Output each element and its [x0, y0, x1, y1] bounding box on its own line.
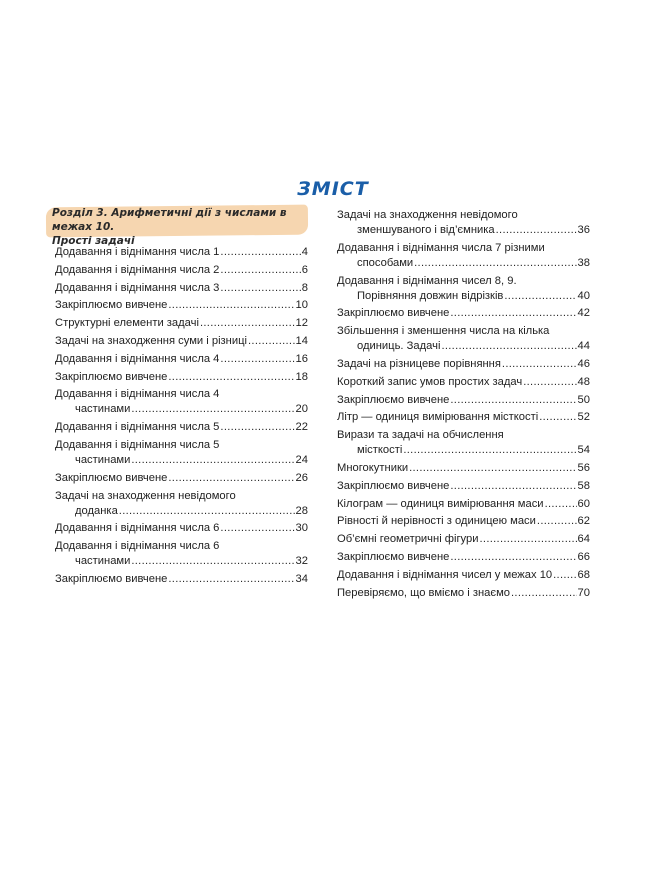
- toc-entry: [337, 306, 590, 321]
- toc-entry-line: [337, 428, 590, 443]
- toc-entry-line: [337, 393, 590, 408]
- toc-leader-dots: [220, 352, 294, 367]
- toc-entry: [55, 370, 308, 385]
- toc-leader-dots: [168, 370, 294, 385]
- toc-entry: [337, 568, 590, 583]
- toc-leader-dots: [496, 223, 577, 238]
- toc-page-number: 16: [295, 352, 308, 365]
- toc-leader-dots: [502, 357, 577, 372]
- toc-entry-title: Додавання і віднімання чисел у межах 10: [337, 568, 553, 581]
- toc-entry-line: [337, 223, 590, 238]
- toc-entry: [55, 316, 308, 331]
- toc-entry-line: [55, 298, 308, 313]
- toc-entry-line: [337, 208, 590, 223]
- toc-page-number: 68: [577, 568, 590, 581]
- toc-entry-title: частинами: [75, 453, 131, 466]
- toc-page-number: 48: [577, 375, 590, 388]
- toc-entry: [337, 550, 590, 565]
- toc-entry: [337, 393, 590, 408]
- toc-entry-line: [55, 453, 308, 468]
- toc-leader-dots: [537, 514, 577, 529]
- toc-leader-dots: [248, 334, 295, 349]
- toc-entry-title: Закріплюємо вивчене: [55, 370, 168, 383]
- toc-entry: [337, 461, 590, 476]
- toc-entry: [337, 532, 590, 547]
- toc-entry-title: Многокутники: [337, 461, 409, 474]
- toc-entry-title: Додавання і віднімання числа 1: [55, 246, 220, 258]
- toc-leader-dots: [220, 281, 300, 296]
- toc-entry-line: [337, 532, 590, 547]
- toc-entry-line: [55, 438, 308, 453]
- toc-entry-line: [55, 263, 308, 278]
- toc-entry: [337, 274, 590, 304]
- toc-page-number: 6: [301, 263, 308, 276]
- toc-page-number: 28: [295, 504, 308, 517]
- toc-leader-dots: [441, 339, 576, 354]
- section-heading-line-1: Розділ 3. Арифметичні дії з числами в межах 10.: [52, 207, 287, 233]
- toc-entry-title: зменшуваного і від’ємника: [357, 224, 495, 236]
- toc-entry-title: Закріплюємо вивчене: [55, 471, 168, 484]
- toc-page-number: 34: [295, 572, 308, 585]
- toc-entry-title: Збільшення і зменшення числа на кілька: [337, 325, 550, 338]
- toc-page-number: 36: [577, 224, 590, 236]
- toc-entry-line: [55, 352, 308, 367]
- toc-page-number: 38: [577, 256, 590, 269]
- section-heading: [52, 206, 308, 248]
- toc-entry-title: Вирази та задачі на обчислення: [337, 429, 504, 442]
- toc-entry-title: Порівняння довжин відрізків: [357, 289, 504, 302]
- toc-leader-dots: [504, 289, 576, 304]
- toc-entry-line: [337, 461, 590, 476]
- toc-entry: [55, 352, 308, 367]
- toc-entry-line: [55, 554, 308, 569]
- toc-page-number: 56: [577, 461, 590, 474]
- toc-leader-dots: [450, 393, 576, 408]
- toc-entry: [337, 324, 590, 354]
- toc-entry: [55, 521, 308, 536]
- toc-page-number: 26: [295, 471, 308, 484]
- toc-entry-title: Закріплюємо вивчене: [337, 550, 450, 563]
- toc-page-number: 60: [577, 497, 590, 510]
- toc-leader-dots: [131, 453, 294, 468]
- toc-entry-title: Задачі на знаходження невідомого: [337, 209, 518, 221]
- toc-entry-title: Додавання і віднімання числа 4: [55, 352, 220, 365]
- toc-entry: [55, 489, 308, 519]
- toc-leader-dots: [511, 586, 577, 601]
- toc-page-number: 50: [577, 393, 590, 406]
- toc-entry-title: Додавання і віднімання числа 4: [55, 388, 220, 401]
- toc-entry-title: Задачі на різницеве порівняння: [337, 357, 501, 370]
- toc-page-number: 52: [577, 411, 590, 424]
- toc-entry-title: Задачі на знаходження невідомого: [55, 489, 236, 502]
- toc-entry: [337, 428, 590, 458]
- toc-entry-title: Структурні елементи задачі: [55, 317, 199, 330]
- toc-entry: [55, 438, 308, 468]
- toc-entry: [55, 298, 308, 313]
- toc-page-number: 22: [295, 421, 308, 434]
- toc-leader-dots: [523, 375, 576, 390]
- toc-leader-dots: [480, 532, 577, 547]
- toc-entry-line: [337, 324, 590, 339]
- toc-entry-title: Закріплюємо вивчене: [55, 299, 168, 312]
- toc-entry-title: Літр — одиниця вимірювання місткості: [337, 411, 539, 424]
- toc-entry-line: [337, 479, 590, 494]
- toc-leader-dots: [168, 471, 294, 486]
- toc-leader-dots: [545, 497, 577, 512]
- toc-entry-title: Додавання і віднімання числа 7 різними: [337, 241, 545, 254]
- toc-leader-dots: [131, 554, 294, 569]
- toc-leader-dots: [168, 298, 294, 313]
- toc-entry-title: Додавання і віднімання числа 2: [55, 263, 220, 276]
- toc-leader-dots: [131, 402, 294, 417]
- toc-page-number: 64: [577, 533, 590, 546]
- toc-page-number: 40: [577, 289, 590, 302]
- toc-page-number: 10: [295, 299, 308, 312]
- toc-entry: [337, 514, 590, 529]
- toc-entry-line: [337, 443, 590, 458]
- toc-entry: [337, 497, 590, 512]
- toc-entry-title: Закріплюємо вивчене: [337, 479, 450, 492]
- toc-entry: [55, 539, 308, 569]
- toc-entry-line: [55, 504, 308, 519]
- toc-leader-dots: [220, 521, 294, 536]
- toc-page-number: 32: [295, 555, 308, 568]
- toc-entry: [55, 334, 308, 349]
- toc-entry-line: [337, 357, 590, 372]
- toc-entry-title: частинами: [75, 555, 131, 568]
- toc-leader-dots: [403, 443, 576, 458]
- toc-entry: [55, 420, 308, 435]
- toc-page-number: 12: [295, 317, 308, 330]
- toc-entry-line: [337, 497, 590, 512]
- toc-entry-line: [55, 370, 308, 385]
- toc-leader-dots: [450, 479, 576, 494]
- toc-leader-dots: [450, 550, 576, 565]
- toc-entry-title: Закріплюємо вивчене: [337, 393, 450, 406]
- toc-page-number: 20: [295, 403, 308, 416]
- toc-leader-dots: [119, 504, 295, 519]
- toc-entry: [55, 245, 308, 260]
- toc-entry-title: Закріплюємо вивчене: [55, 572, 168, 585]
- toc-entry-title: частинами: [75, 403, 131, 416]
- toc-leader-dots: [220, 420, 294, 435]
- toc-entry: [337, 375, 590, 390]
- toc-entry-line: [337, 241, 590, 256]
- toc-entry-line: [337, 274, 590, 289]
- toc-entry-line: [337, 410, 590, 425]
- toc-entry-line: [337, 375, 590, 390]
- toc-leader-dots: [409, 461, 576, 476]
- toc-entry: [337, 357, 590, 372]
- toc-entry-title: місткості: [357, 444, 403, 457]
- toc-page-number: 8: [301, 281, 308, 294]
- toc-entry: [55, 387, 308, 417]
- toc-leader-dots: [168, 572, 294, 587]
- toc-entry-line: [337, 306, 590, 321]
- toc-page-number: 42: [577, 307, 590, 320]
- toc-page-number: 14: [295, 334, 308, 347]
- toc-page-number: 66: [577, 550, 590, 563]
- toc-leader-dots: [220, 263, 300, 278]
- toc-entry-title: Короткий запис умов простих задач: [337, 375, 523, 388]
- toc-entry-title: одиниць. Задачі: [357, 340, 441, 353]
- toc-page-number: 30: [295, 522, 308, 535]
- toc-page-number: 70: [577, 586, 590, 599]
- toc-entry-line: [55, 387, 308, 402]
- toc-page-number: 58: [577, 479, 590, 492]
- toc-leader-dots: [450, 306, 576, 321]
- toc-entry-line: [55, 281, 308, 296]
- toc-column-left: [55, 245, 308, 590]
- toc-entry-line: [337, 339, 590, 354]
- toc-entry: [337, 208, 590, 238]
- toc-entry-line: [337, 289, 590, 304]
- toc-leader-dots: [539, 410, 576, 425]
- toc-entry-line: [337, 256, 590, 271]
- toc-page-number: 46: [577, 357, 590, 370]
- toc-page-number: 54: [577, 444, 590, 457]
- toc-entry-line: [337, 514, 590, 529]
- toc-column-right: [337, 208, 590, 603]
- toc-leader-dots: [220, 245, 300, 260]
- toc-entry-line: [55, 489, 308, 504]
- toc-entry-title: Закріплюємо вивчене: [337, 307, 450, 320]
- toc-entry-title: способами: [357, 256, 414, 269]
- toc-entry-line: [55, 402, 308, 417]
- toc-entry: [337, 479, 590, 494]
- toc-entry-line: [55, 572, 308, 587]
- toc-entry-line: [55, 245, 308, 260]
- toc-entry: [337, 410, 590, 425]
- toc-entry-line: [337, 586, 590, 601]
- toc-entry-line: [55, 420, 308, 435]
- toc-entry-line: [55, 539, 308, 554]
- toc-entry-line: [337, 550, 590, 565]
- toc-leader-dots: [553, 568, 576, 583]
- section-heading-line-2: Прості задачі: [52, 235, 135, 247]
- toc-entry-title: Перевіряємо, що вміємо і знаємо: [337, 586, 511, 599]
- toc-entry-line: [55, 334, 308, 349]
- toc-entry-title: Задачі на знаходження суми і різниці: [55, 334, 248, 347]
- toc-entry: [55, 281, 308, 296]
- toc-page-number: 24: [295, 453, 308, 466]
- toc-entry-title: Додавання і віднімання числа 6: [55, 522, 220, 535]
- toc-page-number: 18: [295, 370, 308, 383]
- toc-entry-title: Рівності й нерівності з одиницею маси: [337, 515, 536, 528]
- toc-entry-line: [55, 471, 308, 486]
- page-title: ЗМІСТ: [297, 178, 369, 200]
- toc-entry: [337, 586, 590, 601]
- toc-entry: [55, 471, 308, 486]
- toc-entry-title: Додавання і віднімання числа 5: [55, 438, 220, 451]
- toc-entry: [337, 241, 590, 271]
- toc-entry-line: [337, 568, 590, 583]
- toc-entry-title: доданка: [75, 504, 118, 517]
- toc-entry-line: [55, 316, 308, 331]
- toc-page-number: 4: [301, 246, 308, 258]
- toc-entry-title: Об’ємні геометричні фігури: [337, 533, 479, 546]
- toc-leader-dots: [200, 316, 295, 331]
- toc-entry: [55, 572, 308, 587]
- toc-leader-dots: [414, 256, 576, 271]
- toc-entry-title: Додавання і віднімання чисел 8, 9.: [337, 274, 517, 287]
- toc-entry-title: Додавання і віднімання числа 6: [55, 540, 220, 553]
- toc-entry-title: Додавання і віднімання числа 5: [55, 421, 220, 434]
- toc-entry-line: [55, 521, 308, 536]
- toc-page-number: 44: [577, 340, 590, 353]
- toc-entry-title: Кілограм — одиниця вимірювання маси: [337, 497, 544, 510]
- toc-entry: [55, 263, 308, 278]
- toc-page-number: 62: [577, 515, 590, 528]
- toc-entry-title: Додавання і віднімання числа 3: [55, 281, 220, 294]
